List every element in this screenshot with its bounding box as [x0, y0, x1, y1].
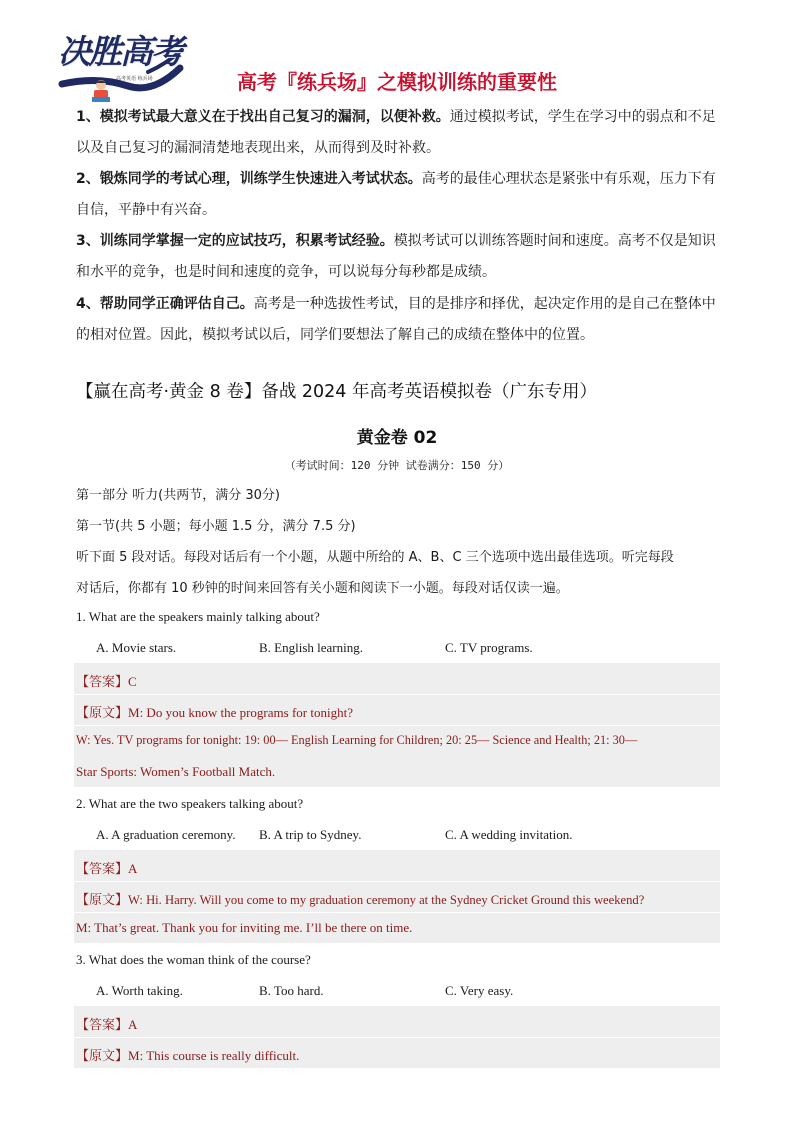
point-3-bold: 3、训练同学掌握一定的应试技巧，积累考试经验。: [76, 233, 394, 249]
divider: [74, 694, 720, 695]
point-1: [76, 102, 722, 164]
point-4-text: 高考是一种选拔性考试，目的是排序和择优，起决定作用的是自己在整体中的相对位置。因此，模拟考试以后，同学们要想法了解自己的成绩在整体中的位置。: [76, 296, 716, 343]
exam-info: （考试时间：120 分钟 试卷满分：150 分）: [284, 459, 510, 472]
option-c: C. TV programs.: [445, 640, 533, 655]
point-2-text: 高考的最佳心理状态是紧张中有乐观，压力下有自信，平静中有兴奋。: [76, 171, 716, 218]
transcript-1-line-3: Star Sports: Women’s Football Match.: [76, 764, 276, 779]
transcript-text: M: This course is really difficult.: [128, 1048, 300, 1063]
transcript-1-line-1: [76, 702, 353, 721]
answer-tag: 【答案】: [76, 675, 129, 690]
transcript-1-line-2: W: Yes. TV programs for tonight: 19: 00— English Learning for Children; 20: 25— Science and Health; 21: 30—: [76, 733, 638, 747]
transcript-text: M: Do you know the programs for tonight?: [128, 705, 353, 720]
instructions-line-2: 对话后，你都有 10 秒钟的时间来回答有关小题和阅读下一小题。每段对话仅读一遍。: [76, 581, 569, 596]
option-a: A. Movie stars.: [96, 640, 177, 655]
divider: [74, 1037, 720, 1038]
point-4: [76, 289, 722, 351]
instructions-line-1: 听下面 5 段对话。每段对话后有一个小题，从题中所给的 A、B、C 三个选项中选出最佳选项。听完每段: [76, 550, 674, 565]
exam-title: 【赢在高考·黄金 8 卷】备战 2024 年高考英语模拟卷（广东专用）: [76, 382, 597, 402]
transcript-text: W: Hi. Harry. Will you come to my graduation ceremony at the Sydney Cricket Ground this weekend?: [128, 893, 645, 907]
paper-title: 黄金卷 02: [356, 428, 438, 448]
point-3: [76, 226, 722, 288]
question-1: 1. What are the speakers mainly talking about?: [76, 609, 320, 624]
answer-value: C: [128, 674, 137, 689]
divider: [74, 881, 720, 882]
page-title: 高考『练兵场』之模拟训练的重要性: [237, 70, 557, 94]
transcript-tag: 【原文】: [76, 893, 129, 908]
transcript-2-line-1: [76, 889, 644, 908]
answer-value: A: [128, 1017, 138, 1032]
point-4-bold: 4、帮助同学正确评估自己。: [76, 296, 254, 312]
divider: [74, 725, 720, 726]
question-3: 3. What does the woman think of the course?: [76, 952, 311, 967]
logo-text: 决胜高考: [58, 32, 182, 71]
option-b: B. A trip to Sydney.: [259, 827, 362, 842]
section-heading: 第一节(共 5 小题；每小题 1.5 分，满分 7.5 分): [76, 519, 356, 534]
transcript-3-line-1: [76, 1045, 299, 1064]
divider: [74, 912, 720, 913]
part-heading: 第一部分 听力(共两节，满分 30分): [76, 488, 280, 503]
option-a: A. Worth taking.: [96, 983, 183, 998]
option-b: B. English learning.: [259, 640, 363, 655]
question-2: 2. What are the two speakers talking about?: [76, 796, 304, 811]
option-c: C. Very easy.: [445, 983, 514, 998]
point-1-text: 通过模拟考试，学生在学习中的弱点和不足以及自己复习的漏洞清楚地表现出来，从而得到及时补救。: [76, 109, 716, 156]
answer-3: [76, 1014, 137, 1033]
transcript-tag: 【原文】: [76, 706, 129, 721]
logo-subtext: 高考英语 练兵场: [116, 76, 153, 82]
option-a: A. A graduation ceremony.: [96, 827, 236, 842]
point-3-text: 模拟考试可以训练答题时间和速度。高考不仅是知识和水平的竞争，也是时间和速度的竞争，可以说每分每秒都是成绩。: [76, 233, 716, 280]
answer-value: A: [128, 861, 138, 876]
answer-1: [76, 671, 137, 690]
transcript-2-line-2: M: That’s great. Thank you for inviting me. I’ll be there on time.: [76, 920, 413, 935]
option-c: C. A wedding invitation.: [445, 827, 573, 842]
point-1-bold: 1、模拟考试最大意义在于找出自己复习的漏洞，以便补救。: [76, 109, 450, 125]
point-2: [76, 164, 722, 226]
answer-tag: 【答案】: [76, 862, 129, 877]
answer-2: [76, 858, 137, 877]
point-2-bold: 2、锻炼同学的考试心理，训练学生快速进入考试状态。: [76, 171, 422, 187]
answer-tag: 【答案】: [76, 1018, 129, 1033]
option-b: B. Too hard.: [259, 983, 324, 998]
transcript-tag: 【原文】: [76, 1049, 129, 1064]
